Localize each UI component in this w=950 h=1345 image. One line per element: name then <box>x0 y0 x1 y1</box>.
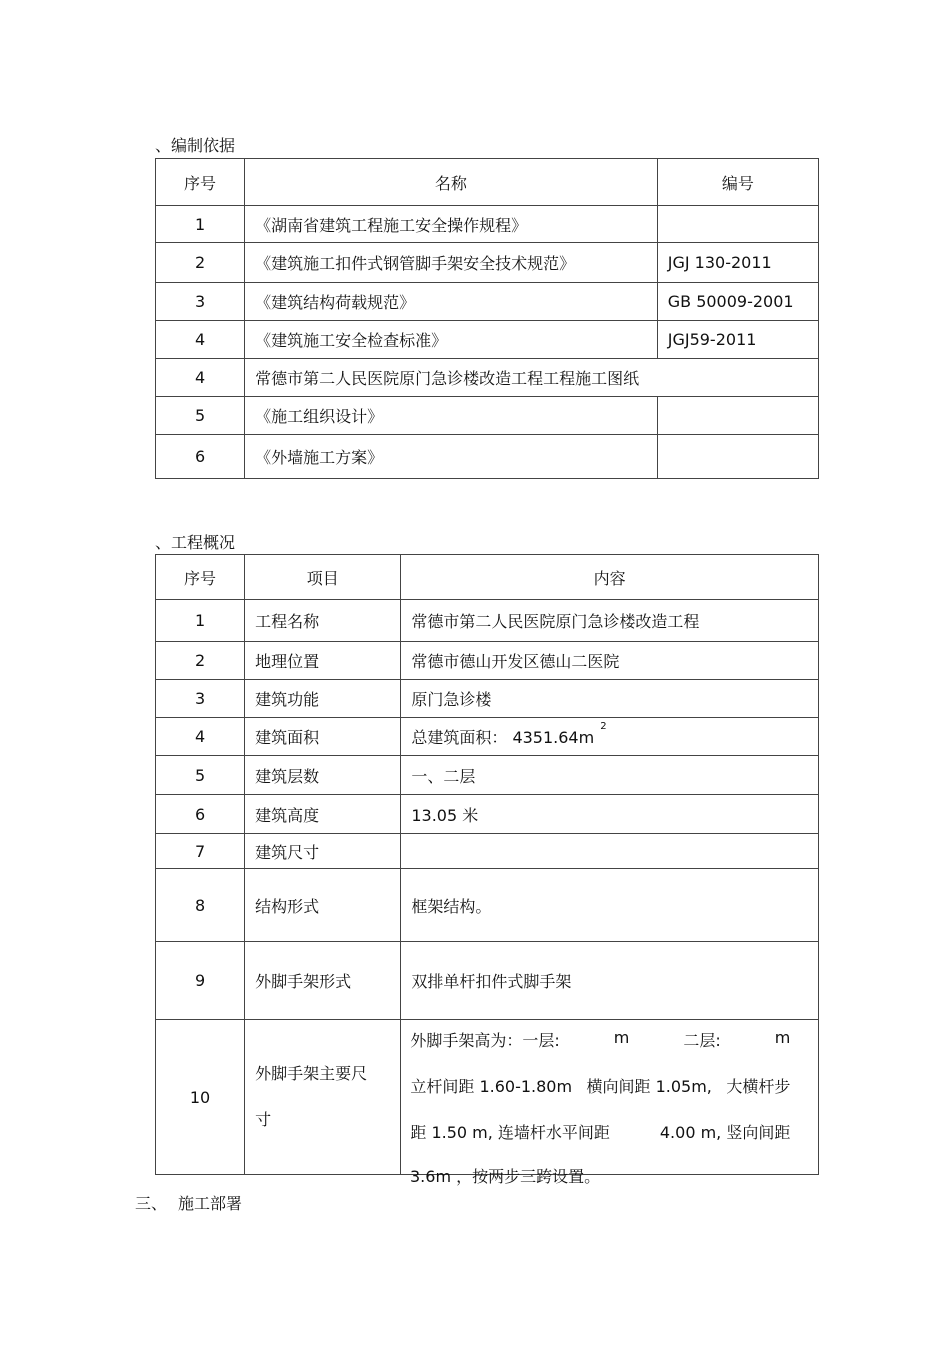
overview-table <box>155 554 819 1175</box>
cell-item: 地理位置 <box>245 642 401 680</box>
cell-code: JGJ 130-2011 <box>657 243 818 283</box>
cell-no: 3 <box>156 680 245 718</box>
cell-no: 7 <box>156 834 245 869</box>
cell-no: 10 <box>156 1020 245 1175</box>
table-row <box>156 359 819 397</box>
table-row <box>156 834 819 869</box>
col-header-name: 名称 <box>245 159 658 206</box>
cell-content: 原门急诊楼 <box>401 680 819 718</box>
table-row <box>156 397 819 435</box>
cell-name: 《湖南省建筑工程施工安全操作规程》 <box>245 206 658 243</box>
line2-part3: 大横杆步 <box>726 1077 791 1096</box>
cell-item: 结构形式 <box>245 869 401 942</box>
area-value: 总建筑面积： 4351.64m <box>411 728 595 747</box>
line1-part1: 外脚手架高为：一层: <box>410 1031 560 1050</box>
col-header-code: 编号 <box>657 159 818 206</box>
table-row <box>156 243 819 283</box>
cell-content: 双排单杆扣件式脚手架 <box>401 942 819 1020</box>
line2-part2: 横向间距 1.05m, <box>586 1077 712 1096</box>
cell-no: 4 <box>156 321 245 359</box>
col-header-no: 序号 <box>156 159 245 206</box>
cell-no: 4 <box>156 359 245 397</box>
cell-no: 5 <box>156 397 245 435</box>
line2-part1: 立杆间距 1.60-1.80m <box>410 1077 573 1096</box>
section-title-basis: 、编制依据 <box>155 136 236 155</box>
cell-name: 《建筑结构荷载规范》 <box>245 283 658 321</box>
table-header-row <box>156 159 819 206</box>
cell-content <box>401 718 819 756</box>
cell-no: 9 <box>156 942 245 1020</box>
cell-content: 13.05 米 <box>401 795 819 834</box>
table-row <box>156 718 819 756</box>
table-row <box>156 600 819 642</box>
cell-code <box>657 397 818 435</box>
table-row <box>156 795 819 834</box>
content-line-1 <box>410 1028 790 1051</box>
col-header-content: 内容 <box>401 555 819 600</box>
cell-item: 建筑面积 <box>245 718 401 756</box>
cell-content: 常德市德山开发区德山二医院 <box>401 642 819 680</box>
cell-item: 建筑尺寸 <box>245 834 401 869</box>
table-row <box>156 283 819 321</box>
cell-no: 3 <box>156 283 245 321</box>
line1-part2: m <box>613 1028 630 1047</box>
cell-item: 工程名称 <box>245 600 401 642</box>
table-row <box>156 642 819 680</box>
cell-no: 8 <box>156 869 245 942</box>
cell-name: 《建筑施工扣件式钢管脚手架安全技术规范》 <box>245 243 658 283</box>
cell-item: 建筑高度 <box>245 795 401 834</box>
cell-name: 《建筑施工安全检查标准》 <box>245 321 658 359</box>
item-line-2: 寸 <box>255 1110 272 1129</box>
cell-content <box>401 1020 819 1175</box>
cell-item: 外脚手架形式 <box>245 942 401 1020</box>
table-row <box>156 680 819 718</box>
cell-no: 6 <box>156 795 245 834</box>
table-row <box>156 1020 819 1175</box>
content-line-4: 3.6m ，按两步三跨设置。 <box>410 1167 601 1186</box>
line3-part2: 4.00 m, 竖向间距 <box>659 1123 791 1142</box>
cell-no: 1 <box>156 600 245 642</box>
cell-no: 2 <box>156 243 245 283</box>
cell-name: 《施工组织设计》 <box>245 397 658 435</box>
cell-no: 1 <box>156 206 245 243</box>
content-line-3 <box>410 1120 790 1143</box>
cell-item <box>245 1020 401 1175</box>
section-number-three: 三、 <box>135 1194 168 1213</box>
cell-code: JGJ59-2011 <box>657 321 818 359</box>
content-line-2 <box>410 1074 790 1097</box>
table-row <box>156 756 819 795</box>
cell-content: 常德市第二人民医院原门急诊楼改造工程 <box>401 600 819 642</box>
section-title-overview: 、工程概况 <box>155 533 236 552</box>
cell-content: 框架结构。 <box>401 869 819 942</box>
section-title-deployment: 施工部署 <box>178 1194 243 1213</box>
col-header-no: 序号 <box>156 555 245 600</box>
col-header-item: 项目 <box>245 555 401 600</box>
cell-no: 5 <box>156 756 245 795</box>
cell-name: 《外墙施工方案》 <box>245 435 658 479</box>
item-line-1: 外脚手架主要尺 <box>255 1064 368 1083</box>
table-row <box>156 869 819 942</box>
table-row <box>156 942 819 1020</box>
cell-no: 6 <box>156 435 245 479</box>
cell-code <box>657 435 818 479</box>
cell-no: 4 <box>156 718 245 756</box>
area-superscript: 2 <box>600 721 607 732</box>
cell-content: 一、二层 <box>401 756 819 795</box>
line3-part1: 距 1.50 m, 连墙杆水平间距 <box>410 1123 610 1142</box>
cell-code <box>657 206 818 243</box>
cell-name: 常德市第二人民医院原门急诊楼改造工程工程施工图纸 <box>245 359 819 397</box>
table-header-row <box>156 555 819 600</box>
cell-item: 建筑功能 <box>245 680 401 718</box>
cell-content <box>401 834 819 869</box>
table-row <box>156 321 819 359</box>
cell-no: 2 <box>156 642 245 680</box>
table-row <box>156 206 819 243</box>
table-row <box>156 435 819 479</box>
line1-part4: m <box>774 1028 791 1047</box>
line1-part3: 二层: <box>683 1031 721 1050</box>
cell-item: 建筑层数 <box>245 756 401 795</box>
cell-code: GB 50009-2001 <box>657 283 818 321</box>
basis-table <box>155 158 819 479</box>
